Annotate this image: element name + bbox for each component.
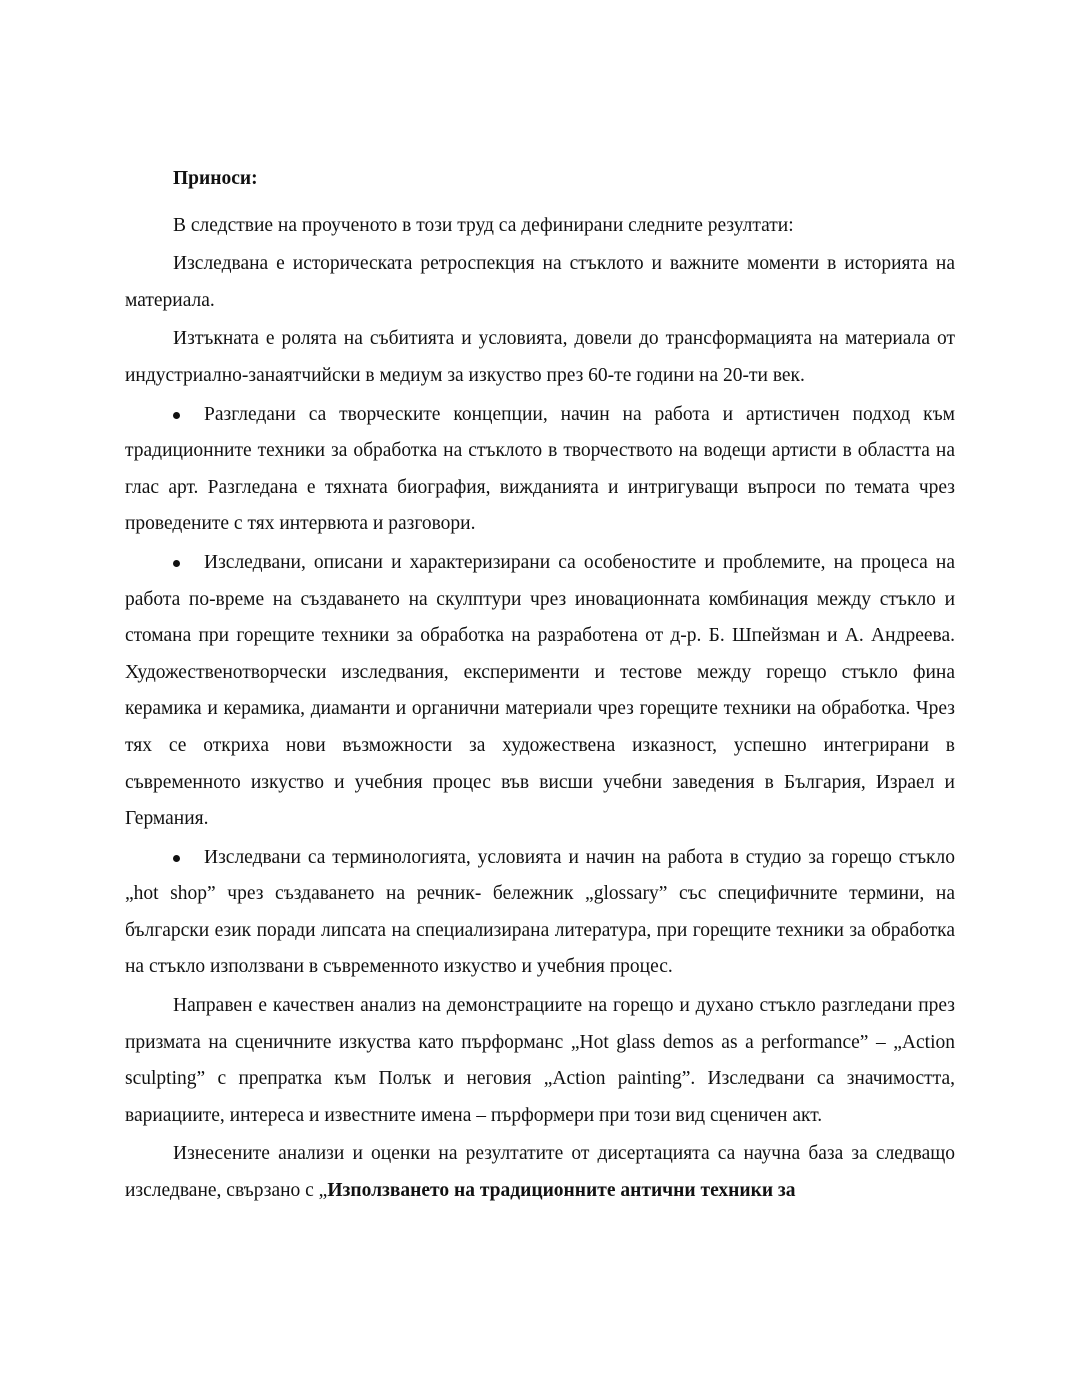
section-heading: Приноси: (173, 168, 258, 189)
bullet-icon (173, 855, 180, 862)
paragraph-transformation: Изтъкната е ролята на събитията и условията, довели до трансформацията на материала от индустриално-занаятчийски в медиум за изкуство през 60-те години на 20-ти век. (125, 328, 955, 386)
conclusion-bold-text: Използването на традиционните антични техники за (327, 1180, 796, 1202)
paragraph-history: Изследвана е историческата ретроспекция на стъклото и важните моменти в историята на материала. (125, 253, 955, 311)
list-item-text: Разгледани са творческите концепции, начин на работа и артистичен подход към традиционните техники за обработка на стъклото в творчеството на водещи артисти в областта на глас арт. Разгледана е тяхната биография, вижданията и интригуващи въпроси по темата чрез проведените с тях интервюта и разговори. (125, 403, 955, 535)
list-item (125, 397, 955, 543)
conclusion-text: Изнесените анализи и оценки на резултатите от дисертацията са научна база за следващо изследване, свързано с „ (125, 1143, 955, 1202)
bullet-icon (173, 560, 180, 567)
list-item (125, 840, 955, 986)
intro-paragraph: В следствие на проученото в този труд са дефинирани следните резултати: (173, 214, 794, 236)
list-item-text: Изследвани, описани и характеризирани са особеностите и проблемите, на процеса на работа по-време на създаването на скулптури чрез иновационната комбинация между стъкло и стомана при горещите техники за обработка на разработена от д-р. Б. Шпейзман и А. Андреева. Художественотворчески изследвания, експерименти и тестове между горещо стъкло фина керамика и керамика, диаманти и органични материали чрез горещите техники на обработка. Чрез тях се откриха нови възможности за художествена изказност, успешно интегрирани в съвременното изкуство и учебния процес във висши учебни заведения в България, Израел и Германия. (125, 551, 955, 830)
contributions-list (125, 397, 955, 987)
document-body (125, 161, 955, 1210)
bullet-icon (173, 412, 180, 419)
paragraph-conclusion (125, 1136, 955, 1209)
list-item-text: Изследвани са терминологията, условията и начин на работа в студио за горещо стъкло „hot shop” чрез създаването на речник- бележник „glossary” със специфичните термини, на български език поради липсата на специализирана литература, при горещите техники за обработка на стъкло използвани в съвременното изкуство и учебния процес. (125, 846, 955, 978)
paragraph-performance: Направен е качествен анализ на демонстрациите на горещо и духано стъкло разгледани през призмата на сценичните изкуства като пърформанс „Hot glass demos as a performance” – „Action sculpting” с препратка към Полък и неговия „Action painting”. Изследвани са значимостта, вариациите, интереса и известните имена – пърформери при този вид сценичен акт. (125, 995, 955, 1126)
list-item (125, 545, 955, 838)
